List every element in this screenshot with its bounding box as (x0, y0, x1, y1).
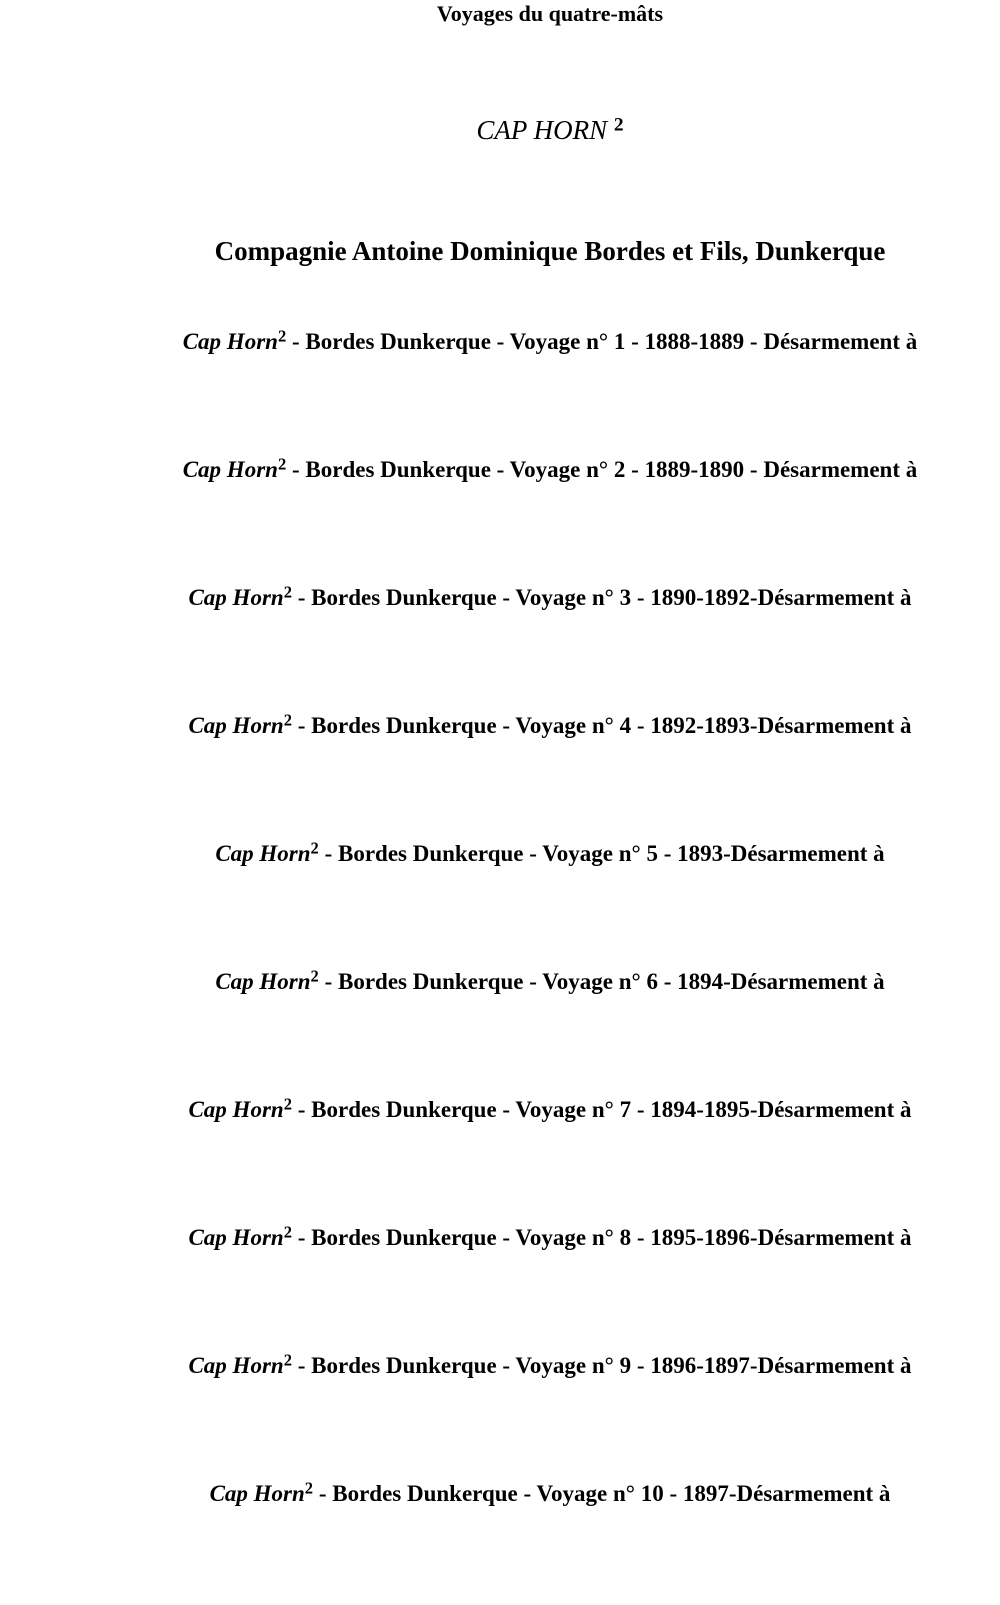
ship-superscript: 2 (283, 1094, 292, 1114)
voyage-details: - Bordes Dunkerque - Voyage n° 2 - 1889-1890 - Désarmement à (286, 457, 918, 482)
voyage-details: - Bordes Dunkerque - Voyage n° 1 - 1888-1889 - Désarmement à (286, 329, 918, 354)
voyage-list (0, 325, 1000, 1605)
title-text: CAP HORN (476, 115, 608, 145)
voyage-entry-4 (0, 709, 1000, 837)
ship-superscript: 2 (277, 454, 287, 474)
ship-superscript: 2 (283, 1222, 292, 1242)
ship-superscript: 2 (304, 1478, 314, 1498)
ship-name: Cap Horn (215, 841, 311, 866)
voyage-entry-3 (0, 581, 1000, 709)
voyage-details: - Bordes Dunkerque - Voyage n° 6 - 1894-Désarmement à (318, 969, 885, 994)
voyage-entry-5 (0, 837, 1000, 965)
ship-name: Cap Horn (182, 457, 278, 482)
voyage-details: - Bordes Dunkerque - Voyage n° 8 - 1895-1896-Désarmement à (291, 1225, 912, 1250)
ship-superscript: 2 (283, 582, 292, 602)
voyage-entry-10 (0, 1477, 1000, 1605)
voyage-entry-1 (0, 325, 1000, 453)
ship-name: Cap Horn (215, 969, 311, 994)
ship-name: Cap Horn (188, 585, 284, 610)
ship-name: Cap Horn (188, 1097, 284, 1122)
voyage-entry-7 (0, 1093, 1000, 1221)
ship-superscript: 2 (283, 1350, 292, 1370)
ship-name: Cap Horn (182, 329, 278, 354)
ship-superscript: 2 (277, 326, 287, 346)
ship-superscript: 2 (283, 710, 292, 730)
voyage-details: - Bordes Dunkerque - Voyage n° 10 - 1897-Désarmement à (313, 1481, 891, 1506)
voyage-entry-8 (0, 1221, 1000, 1349)
document-title (0, 112, 1000, 148)
voyage-entry-9 (0, 1349, 1000, 1477)
ship-name: Cap Horn (188, 713, 284, 738)
voyage-details: - Bordes Dunkerque - Voyage n° 3 - 1890-1892-Désarmement à (291, 585, 912, 610)
voyage-entry-6 (0, 965, 1000, 1093)
ship-superscript: 2 (310, 966, 319, 986)
voyage-details: - Bordes Dunkerque - Voyage n° 4 - 1892-1893-Désarmement à (291, 713, 912, 738)
company-heading: Compagnie Antoine Dominique Bordes et Fils, Dunkerque (214, 236, 886, 266)
ship-name: Cap Horn (209, 1481, 305, 1506)
voyage-details: - Bordes Dunkerque - Voyage n° 5 - 1893-Désarmement à (318, 841, 885, 866)
title-superscript: 2 (613, 114, 624, 136)
ship-superscript: 2 (310, 838, 319, 858)
voyage-details: - Bordes Dunkerque - Voyage n° 9 - 1896-1897-Désarmement à (291, 1353, 912, 1378)
running-header: Voyages du quatre-mâts (436, 1, 664, 26)
voyage-entry-2 (0, 453, 1000, 581)
ship-name: Cap Horn (188, 1353, 284, 1378)
ship-name: Cap Horn (188, 1225, 284, 1250)
voyage-details: - Bordes Dunkerque - Voyage n° 7 - 1894-1895-Désarmement à (291, 1097, 912, 1122)
